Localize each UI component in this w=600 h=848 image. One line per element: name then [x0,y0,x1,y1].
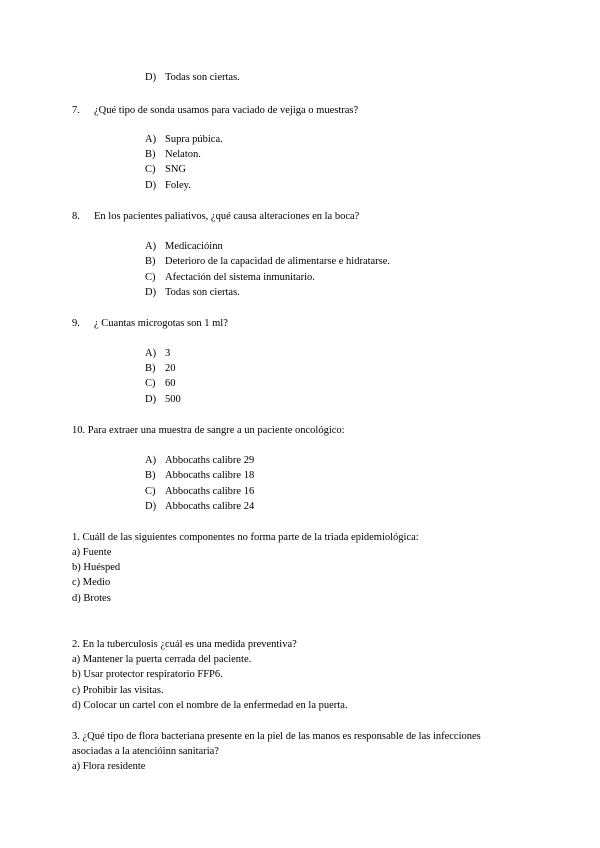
option-letter: D) [145,501,157,512]
question-text: ¿Qué tipo de sonda usamos para vaciado de vejiga o muestras? [94,105,359,116]
option-letter: D) [145,72,157,83]
question-text: ¿ Cuantas microgotas son 1 ml? [94,318,228,329]
option-text: Abbocaths calibre 18 [165,470,255,481]
option-text: 20 [165,363,176,374]
option-letter: B) [145,256,156,267]
option-text: Abbocaths calibre 16 [165,486,255,497]
option-text: c) Medio [72,577,111,588]
question-text: En los pacientes paliativos, ¿qué causa alteraciones en la boca? [94,211,360,222]
option-text: a) Flora residente [72,761,146,772]
option-text: Foley. [165,180,191,191]
option-letter: C) [145,486,156,497]
option-text: d) Brotes [72,593,111,604]
option-text: 500 [165,394,181,405]
option-letter: A) [145,348,157,359]
option-letter: C) [145,378,156,389]
question-text: 1. Cuáll de las siguientes componentes no forma parte de la triada epidemiológica: [72,532,419,543]
option-letter: D) [145,394,157,405]
option-text: Nelaton. [165,149,201,160]
option-text: b) Usar protector respiratorio FFP6. [72,669,223,680]
option-text: d) Colocar un cartel con el nombre de la enfermedad en la puerta. [72,700,348,711]
option-text: a) Mantener la puerta cerrada del paciente. [72,654,252,665]
option-text: b) Huésped [72,562,121,573]
option-text: Todas son ciertas. [165,72,240,83]
question-number: 8. [72,211,80,222]
option-letter: A) [145,134,157,145]
option-letter: C) [145,164,156,175]
option-text: c) Prohibir las visitas. [72,685,164,696]
option-letter: D) [145,180,157,191]
question-text: 10. Para extraer una muestra de sangre a un paciente oncológico: [72,425,345,436]
option-text: Abbocaths calibre 29 [165,455,255,466]
option-text: a) Fuente [72,547,112,558]
question-number: 9. [72,318,80,329]
question-text: 2. En la tuberculosis ¿cuál es una medida preventiva? [72,639,297,650]
option-text: SNG [165,164,187,175]
option-letter: C) [145,272,156,283]
option-text: 60 [165,378,176,389]
option-letter: B) [145,149,156,160]
question-text-continued: asociadas a la atencióinn sanitaria? [72,746,219,757]
option-letter: A) [145,241,157,252]
option-letter: D) [145,287,157,298]
option-text: Deterioro de la capacidad de alimentarse e hidratarse. [165,256,391,267]
option-text: Medicacióinn [165,241,223,252]
option-text: Afectación del sistema inmunitario. [165,272,315,283]
question-text: 3. ¿Qué tipo de flora bacteriana presente en la piel de las manos es responsable de las infecciones [72,731,481,742]
question-number: 7. [72,105,80,116]
option-text: 3 [165,348,171,359]
option-letter: A) [145,455,157,466]
option-text: Supra púbica. [165,134,223,145]
option-text: Todas son ciertas. [165,287,240,298]
option-text: Abbocaths calibre 24 [165,501,255,512]
option-letter: B) [145,363,156,374]
option-letter: B) [145,470,156,481]
